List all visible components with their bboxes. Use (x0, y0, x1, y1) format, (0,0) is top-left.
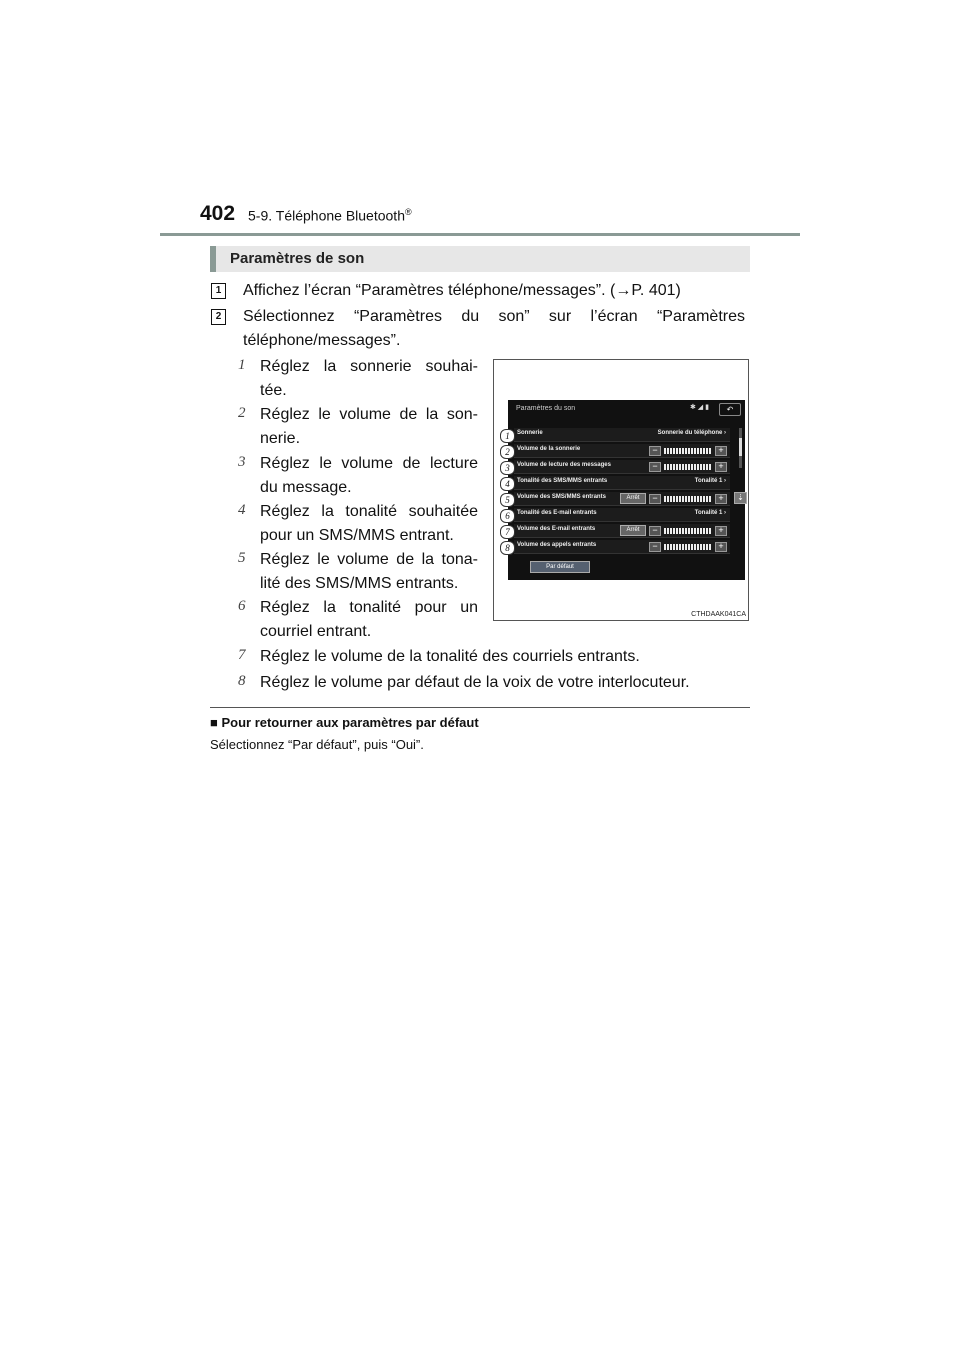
row-ringtone[interactable] (514, 428, 730, 442)
item-4-line-1: Réglez la tonalité souhaitée (260, 503, 478, 520)
item-number-8: 8 (238, 673, 246, 689)
volume-plus-button[interactable]: + (715, 542, 727, 552)
scrollbar-track[interactable] (739, 428, 742, 468)
item-number-4: 4 (238, 502, 246, 518)
volume-level-bars (664, 464, 712, 470)
volume-level-bars (664, 528, 712, 534)
item-2-line-2: nerie. (260, 430, 301, 447)
callout-6: 6 (500, 509, 515, 523)
callout-4: 4 (500, 477, 515, 491)
step-number-1: 1 (211, 283, 226, 299)
row-label: Tonalité des E-mail entrants (517, 510, 597, 516)
item-number-2: 2 (238, 405, 246, 421)
screen-display (508, 400, 745, 580)
volume-minus-button[interactable]: − (649, 542, 661, 552)
volume-level-bars (664, 448, 712, 454)
row-value: Tonalité 1 › (694, 510, 726, 516)
row-sms-tone[interactable] (514, 476, 730, 490)
row-label: Volume de la sonnerie (517, 446, 581, 452)
chapter-title (248, 207, 412, 224)
item-8-text: Réglez le volume par défaut de la voix de votre interlocuteur. (260, 674, 690, 691)
volume-plus-button[interactable]: + (715, 446, 727, 456)
back-button[interactable]: ↶ (719, 403, 741, 416)
status-icons: ✱ ◢ ▮ (690, 404, 709, 411)
volume-minus-button[interactable]: − (649, 446, 661, 456)
item-7-text: Réglez le volume de la tonalité des courriels entrants. (260, 648, 640, 665)
note-text: Sélectionnez “Par défaut”, puis “Oui”. (210, 737, 424, 752)
item-number-3: 3 (238, 454, 246, 470)
item-3-line-1: Réglez le volume de lecture (260, 455, 478, 472)
item-number-7: 7 (238, 647, 246, 663)
scrollbar-thumb[interactable] (739, 438, 742, 456)
item-5-line-2: lité des SMS/MMS entrants. (260, 575, 459, 592)
item-1-line-1: Réglez la sonnerie souhai- (260, 358, 478, 375)
volume-minus-button[interactable]: − (649, 462, 661, 472)
row-label: Volume des appels entrants (517, 542, 597, 548)
off-button[interactable]: Arrêt (620, 525, 646, 536)
section-heading-bar (210, 246, 750, 272)
note-divider (210, 707, 750, 708)
callout-2: 2 (500, 445, 515, 459)
step-2-line-2: téléphone/messages”. (243, 332, 401, 349)
item-3-line-2: du message. (260, 479, 352, 496)
item-5-line-1: Réglez le volume de la tona- (260, 551, 478, 568)
item-1-line-2: tée. (260, 382, 287, 399)
item-number-1: 1 (238, 357, 246, 373)
row-label: Tonalité des SMS/MMS entrants (517, 478, 608, 484)
volume-plus-button[interactable]: + (715, 462, 727, 472)
item-6-line-2: courriel entrant. (260, 623, 372, 640)
callout-7: 7 (500, 525, 515, 539)
item-6-line-1: Réglez la tonalité pour un (260, 599, 478, 616)
item-number-5: 5 (238, 550, 246, 566)
item-2-line-1: Réglez le volume de la son- (260, 406, 478, 423)
row-email-tone[interactable] (514, 508, 730, 522)
row-email-volume (514, 524, 730, 538)
figure-code: CTHDAAK041CA (691, 611, 746, 618)
callout-5: 5 (500, 493, 515, 507)
header-rule (160, 233, 800, 236)
page-number: 402 (200, 202, 236, 225)
volume-minus-button[interactable]: − (649, 494, 661, 504)
off-button[interactable]: Arrêt (620, 493, 646, 504)
volume-minus-button[interactable]: − (649, 526, 661, 536)
volume-level-bars (664, 496, 712, 502)
row-label: Sonnerie (517, 430, 543, 436)
section-title: Paramètres de son (230, 250, 365, 267)
row-value: Sonnerie du téléphone › (657, 430, 726, 436)
row-value: Tonalité 1 › (694, 478, 726, 484)
callout-1: 1 (500, 429, 515, 443)
registered-mark: ® (404, 207, 412, 217)
row-label: Volume de lecture des messages (517, 462, 611, 468)
step-2-line-1: Sélectionnez “Paramètres du son” sur l’écran “Paramètres (243, 308, 745, 325)
row-message-volume (514, 460, 730, 474)
step-1-text: Affichez l’écran “Paramètres téléphone/messages”. (→P. 401) (243, 282, 681, 299)
item-number-6: 6 (238, 598, 246, 614)
sound-settings-screenshot (493, 359, 749, 621)
note-heading: ■ Pour retourner aux paramètres par défaut (210, 715, 479, 730)
chapter-text: 5-9. Téléphone Bluetooth (248, 207, 405, 224)
item-4-line-2: pour un SMS/MMS entrant. (260, 527, 454, 544)
row-ringtone-volume (514, 444, 730, 458)
scroll-down-button[interactable]: ⇣ (734, 492, 747, 504)
volume-plus-button[interactable]: + (715, 494, 727, 504)
default-button[interactable]: Par défaut (530, 561, 590, 573)
step-number-2: 2 (211, 309, 226, 325)
callout-3: 3 (500, 461, 515, 475)
row-call-volume (514, 540, 730, 554)
row-sms-volume (514, 492, 730, 506)
volume-plus-button[interactable]: + (715, 526, 727, 536)
screen-title: Paramètres du son (516, 405, 576, 412)
callout-8: 8 (500, 541, 515, 555)
row-label: Volume des E-mail entrants (517, 526, 596, 532)
row-label: Volume des SMS/MMS entrants (517, 494, 606, 500)
volume-level-bars (664, 544, 712, 550)
